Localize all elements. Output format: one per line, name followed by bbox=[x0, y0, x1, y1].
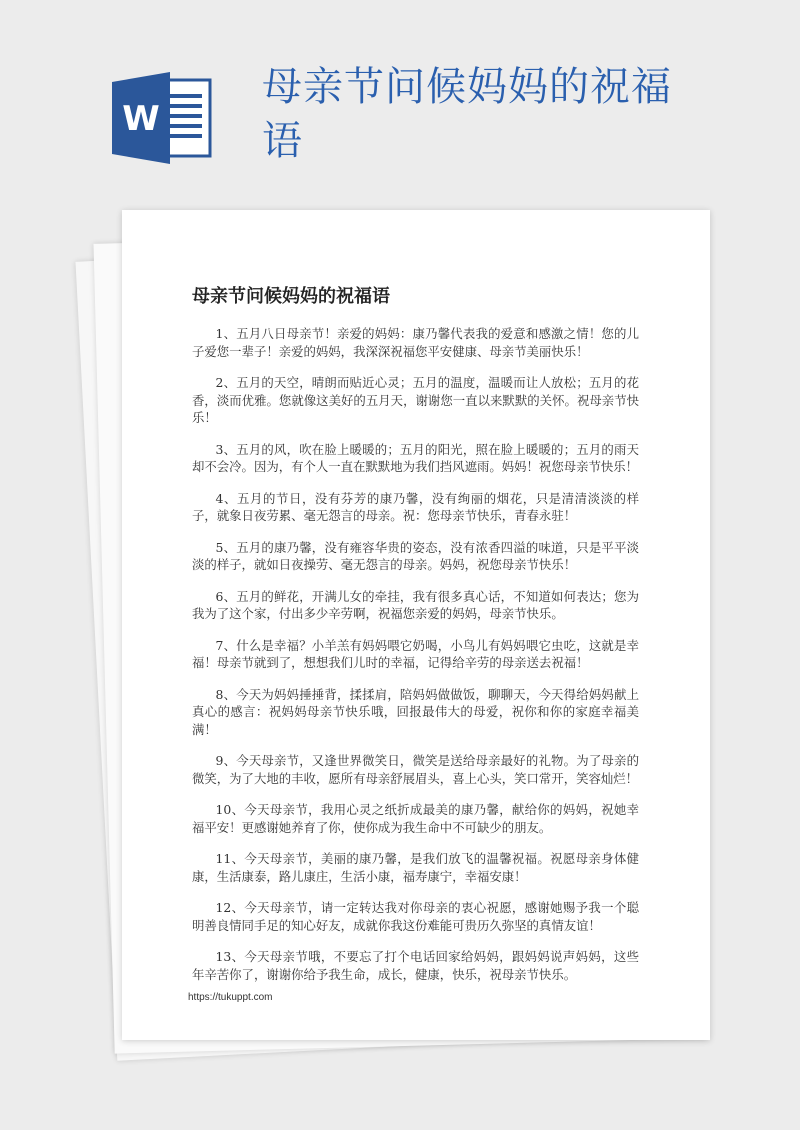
paragraph: 12、今天母亲节，请一定转达我对你母亲的衷心祝愿，感谢她赐予我一个聪明善良情同手足的知心好友，成就你我这份难能可贵历久弥坚的真情友谊！ bbox=[192, 900, 639, 933]
paragraph: 2、五月的天空，晴朗而贴近心灵；五月的温度，温暖而让人放松；五月的花香，淡而优雅。您就像这美好的五月天，谢谢您一直以来默默的关怀。祝母亲节快乐！ bbox=[192, 375, 639, 425]
paragraph: 11、今天母亲节，美丽的康乃馨，是我们放飞的温馨祝福。祝愿母亲身体健康，生活康泰，路儿康庄，生活小康，福寿康宁，幸福安康！ bbox=[192, 851, 639, 884]
paragraph: 5、五月的康乃馨，没有雍容华贵的姿态，没有浓香四溢的味道，只是平平淡淡的样子，就如日夜操劳、毫无怨言的母亲。妈妈，祝您母亲节快乐！ bbox=[192, 539, 639, 572]
paragraph: 9、今天母亲节，又逢世界微笑日，微笑是送给母亲最好的礼物。为了母亲的微笑，为了大地的丰收，愿所有母亲舒展眉头，喜上心头，笑口常开，笑容灿烂！ bbox=[192, 753, 639, 786]
document-page bbox=[122, 210, 710, 1040]
footer-url[interactable]: https://tukuppt.com bbox=[188, 992, 273, 1003]
document-title: 母亲节问候妈妈的祝福语 bbox=[192, 286, 390, 307]
document-body bbox=[192, 325, 639, 997]
paragraph: 13、今天母亲节哦，不要忘了打个电话回家给妈妈，跟妈妈说声妈妈，这些年辛苦你了，谢谢你给予我生命，成长，健康，快乐，祝母亲节快乐。 bbox=[192, 949, 639, 982]
paragraph: 10、今天母亲节，我用心灵之纸折成最美的康乃馨，献给你的妈妈，祝她幸福平安！更感谢她养育了你，使你成为我生命中不可缺少的朋友。 bbox=[192, 802, 639, 835]
paragraph: 6、五月的鲜花，开满儿女的牵挂，我有很多真心话，不知道如何表达；您为我为了这个家，付出多少辛劳啊，祝福您亲爱的妈妈，母亲节快乐。 bbox=[192, 588, 639, 621]
paragraph: 1、五月八日母亲节！亲爱的妈妈：康乃馨代表我的爱意和感激之情！您的儿子爱您一辈子！亲爱的妈妈，我深深祝福您平安健康、母亲节美丽快乐！ bbox=[192, 326, 639, 359]
paragraph: 7、什么是幸福？小羊羔有妈妈喂它奶喝，小鸟儿有妈妈喂它虫吃，这就是幸福！母亲节就到了，想想我们儿时的幸福，记得给辛劳的母亲送去祝福！ bbox=[192, 637, 639, 670]
svg-text:W: W bbox=[122, 99, 160, 139]
paragraph: 4、五月的节日，没有芬芳的康乃馨，没有绚丽的烟花，只是清清淡淡的样子，就象日夜劳累、毫无怨言的母亲。祝：您母亲节快乐，青春永驻！ bbox=[192, 490, 639, 523]
paragraph: 3、五月的风，吹在脸上暖暖的；五月的阳光，照在脸上暖暖的；五月的雨天却不会冷。因为，有个人一直在默默地为我们挡风遮雨。妈妈！祝您母亲节快乐！ bbox=[192, 441, 639, 474]
word-document-icon bbox=[112, 72, 212, 164]
banner-title: 母亲节问候妈妈的祝福语 bbox=[262, 64, 672, 164]
paragraph: 8、今天为妈妈捶捶背，揉揉肩，陪妈妈做做饭，聊聊天，今天得给妈妈献上真心的感言：祝妈妈母亲节快乐哦，回报最伟大的母爱，祝你和你的家庭幸福美满！ bbox=[192, 686, 639, 737]
